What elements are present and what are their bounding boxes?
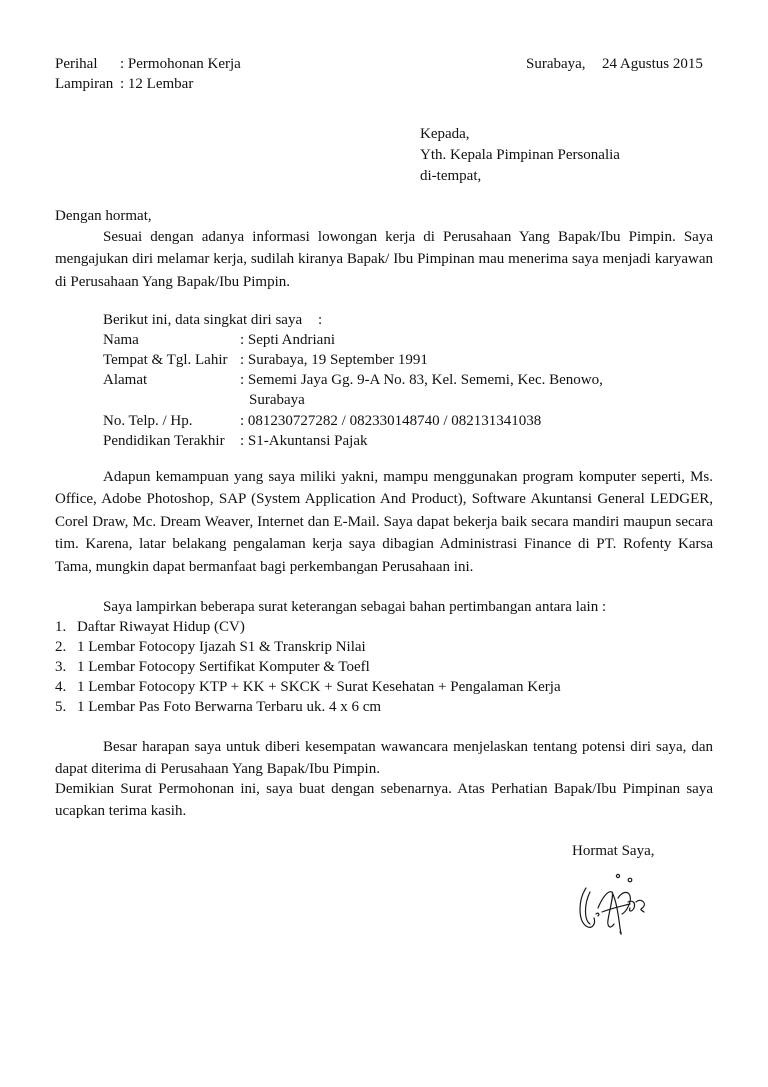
attachment-item: 1 Lembar Fotocopy Ijazah S1 & Transkrip Nilai	[77, 639, 366, 655]
phone-value: : 081230727282 / 082330148740 / 082131341038	[240, 413, 542, 429]
paragraph-application-intent: Sesuai dengan adanya informasi lowongan kerja di Perusahaan Yang Bapak/Ibu Pimpin. Saya mengajukan diri melamar kerja, sudilah kiranya Bapak/ Ibu Pimpinan mau menerima saya menjadi karyawan di Perusahaan Yang Bapak/Ibu Pimpin.	[55, 229, 713, 290]
education-label: Pendidikan Terakhir	[103, 433, 225, 449]
attachments-intro: Saya lampirkan beberapa surat keterangan sebagai bahan pertimbangan antara lain :	[103, 599, 607, 615]
recipient-line-2: Yth. Kepala Pimpinan Personalia	[420, 147, 620, 163]
attachment-number: 4.	[55, 679, 67, 695]
education-value: : S1-Akuntansi Pajak	[240, 433, 368, 449]
lampiran-value: : 12 Lembar	[120, 76, 194, 92]
paragraph-skills: Adapun kemampuan yang saya miliki yakni, mampu menggunakan program komputer seperti, Ms. Office, Adobe Photoshop, SAP (System Application And Product), Software Akuntansi General LEDGER, Corel Draw, Mc. Dream Weaver, Internet dan E-Mail. Saya dapat bekerja baik secara mandiri maupun secara tim. Karena, latar belakang pengalaman kerja saya dibagian Administrasi Finance di PT. Rofenty Karsa Tama, mungkin dapat bermanfaat bagi perkembangan Perusahaan ini.	[55, 469, 713, 575]
attachment-number: 3.	[55, 659, 67, 675]
personal-info-intro-colon: :	[318, 312, 323, 328]
attachment-number: 5.	[55, 699, 67, 715]
address-value-line-2: Surabaya	[249, 392, 305, 408]
birth-value: : Surabaya, 19 September 1991	[240, 352, 428, 368]
attachment-item: Daftar Riwayat Hidup (CV)	[77, 619, 245, 635]
perihal-value: : Permohonan Kerja	[120, 56, 241, 72]
attachment-item: 1 Lembar Fotocopy Sertifikat Komputer & Toefl	[77, 659, 370, 675]
recipient-line-1: Kepada,	[420, 126, 470, 142]
phone-label: No. Telp. / Hp.	[103, 413, 193, 429]
address-label: Alamat	[103, 372, 148, 388]
recipient-line-3: di-tempat,	[420, 168, 482, 184]
perihal-label: Perihal	[55, 56, 98, 72]
letter-city: Surabaya,	[526, 56, 586, 72]
letter-date: 24 Agustus 2015	[602, 56, 703, 72]
attachment-number: 2.	[55, 639, 67, 655]
name-label: Nama	[103, 332, 139, 348]
greeting: Dengan hormat,	[55, 208, 152, 224]
paragraph-hope: Besar harapan saya untuk diberi kesempatan wawancara menjelaskan tentang potensi diri saya, dan dapat diterima di Perusahaan Yang Bapak/Ibu Pimpin.	[55, 739, 713, 778]
attachment-number: 1.	[55, 619, 67, 635]
signature-icon	[572, 868, 684, 938]
lampiran-label: Lampiran	[55, 76, 114, 92]
attachment-item: 1 Lembar Fotocopy KTP + KK + SKCK + Surat Kesehatan + Pengalaman Kerja	[77, 679, 561, 695]
personal-info-intro: Berikut ini, data singkat diri saya	[103, 312, 303, 328]
paragraph-closing: Demikian Surat Permohonan ini, saya buat dengan sebenarnya. Atas Perhatian Bapak/Ibu Pimpinan saya ucapkan terima kasih.	[55, 781, 713, 820]
attachment-item: 1 Lembar Pas Foto Berwarna Terbaru uk. 4 x 6 cm	[77, 699, 382, 715]
birth-label: Tempat & Tgl. Lahir	[103, 352, 228, 368]
address-value-line-1: : Sememi Jaya Gg. 9-A No. 83, Kel. Sememi, Kec. Benowo,	[240, 372, 603, 388]
name-value: : Septi Andriani	[240, 332, 335, 348]
closing-salutation: Hormat Saya,	[572, 843, 655, 859]
